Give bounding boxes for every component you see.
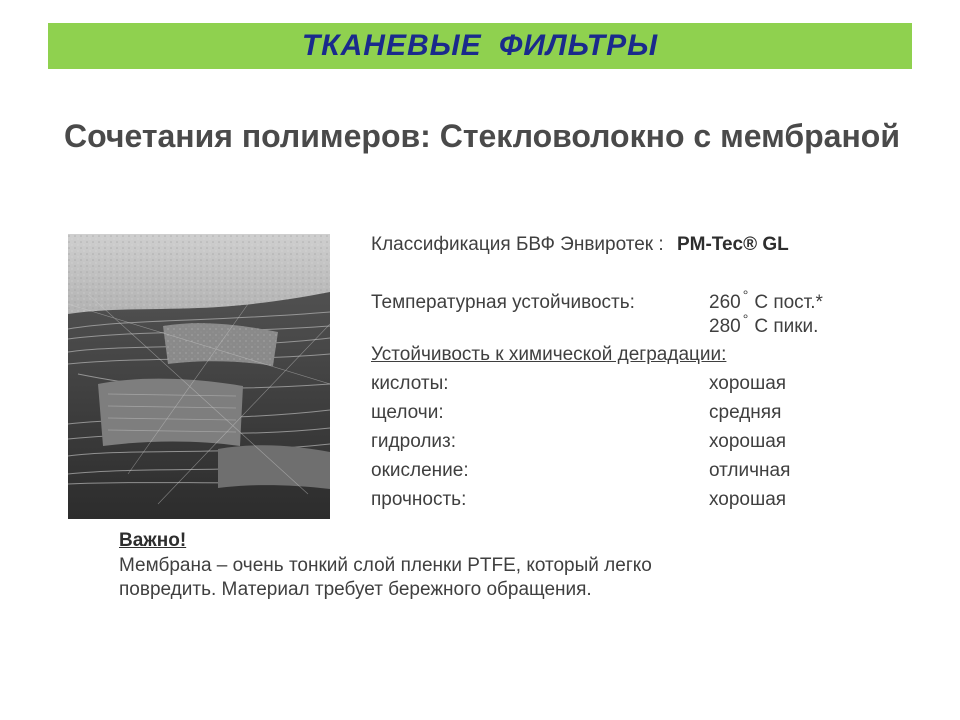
chemical-row-label: кислоты: bbox=[371, 373, 449, 394]
classification-value: PM-Tec® GL bbox=[676, 234, 789, 255]
chemical-heading: Устойчивость к химической деградации: bbox=[371, 344, 727, 365]
temperature-continuous-unit: С пост.* bbox=[754, 292, 823, 313]
chemical-row-label: прочность: bbox=[371, 489, 467, 510]
temperature-peak-value: 280 bbox=[709, 316, 741, 337]
classification-row bbox=[371, 230, 789, 259]
chemical-row-value: хорошая bbox=[709, 373, 787, 394]
note-title: Важно! bbox=[119, 530, 187, 551]
temperature-continuous-value: 260 bbox=[709, 292, 741, 313]
degree-symbol: ° bbox=[742, 287, 749, 303]
chemical-row-value: отличная bbox=[709, 460, 791, 481]
note-line-2: повредить. Материал требует бережного обращения. bbox=[119, 579, 592, 600]
temperature-peak-unit: С пики. bbox=[754, 316, 819, 337]
chemical-row-value: хорошая bbox=[709, 489, 787, 510]
chemical-row-value: средняя bbox=[709, 402, 782, 423]
temperature-peak bbox=[709, 312, 818, 342]
note-line-1: Мембрана – очень тонкий слой пленки PTFE, который легко bbox=[119, 555, 652, 576]
chemical-row-label: окисление: bbox=[371, 460, 469, 481]
temperature-label: Температурная устойчивость: bbox=[371, 292, 635, 313]
title-banner bbox=[48, 23, 912, 69]
degree-symbol: ° bbox=[742, 311, 749, 327]
chemical-row-value: хорошая bbox=[709, 431, 787, 452]
chemical-row-label: гидролиз: bbox=[371, 431, 457, 452]
banner-title: ТКАНЕВЫЕ ФИЛЬТРЫ bbox=[301, 29, 659, 62]
page-heading: Сочетания полимеров: Стекловолокно с мембраной bbox=[64, 118, 901, 154]
fiberglass-membrane-image bbox=[68, 234, 330, 519]
classification-label: Классификация БВФ Энвиротек : bbox=[371, 234, 664, 255]
chemical-row-label: щелочи: bbox=[371, 402, 444, 423]
